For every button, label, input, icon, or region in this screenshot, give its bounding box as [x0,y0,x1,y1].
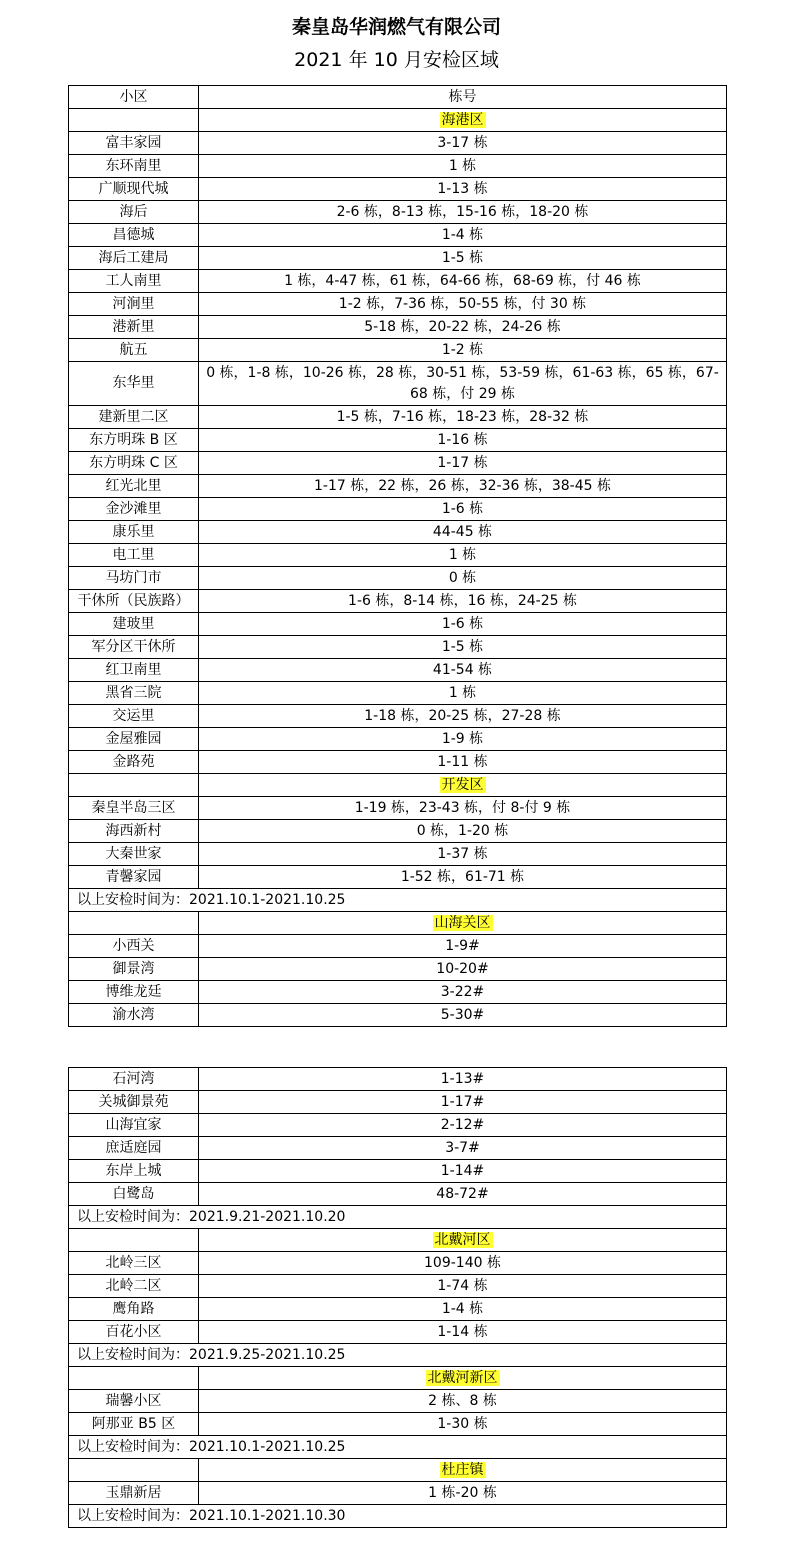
building-numbers-cell: 3-22# [199,981,727,1004]
district-name-highlight: 北戴河区 [434,1231,491,1248]
community-name-cell: 青馨家园 [69,866,199,889]
community-name-cell: 御景湾 [69,958,199,981]
section-cell [199,912,727,935]
community-name-cell: 大秦世家 [69,843,199,866]
community-name-cell: 红卫南里 [69,659,199,682]
table-row [69,567,727,590]
table-row [69,1275,727,1298]
building-numbers-cell: 5-30# [199,1004,727,1027]
building-numbers-cell: 1-6 栋 [199,498,727,521]
section-cell [199,109,727,132]
table-row [69,316,727,339]
building-numbers-cell: 1-2 栋 [199,339,727,362]
inspection-period-note: 以上安检时间为：2021.10.1-2021.10.30 [69,1505,727,1528]
inspection-period-note-row [69,1344,727,1367]
district-name-highlight: 海港区 [441,111,484,128]
community-name-cell: 关城御景苑 [69,1091,199,1114]
building-numbers-cell: 1 栋，4-47 栋，61 栋，64-66 栋，68-69 栋，付 46 栋 [199,270,727,293]
community-name-cell: 东华里 [69,362,199,406]
community-name-cell: 山海宜家 [69,1114,199,1137]
community-name-cell: 金路苑 [69,751,199,774]
inspection-table-page-1 [68,85,727,1027]
table-row [69,751,727,774]
community-name-cell: 阿那亚 B5 区 [69,1413,199,1436]
table-row [69,132,727,155]
table-row [69,935,727,958]
community-name-cell: 瑞馨小区 [69,1390,199,1413]
community-name-cell: 白鹭岛 [69,1183,199,1206]
community-name-cell: 庶适庭园 [69,1137,199,1160]
table-row [69,224,727,247]
community-name-cell: 北岭三区 [69,1252,199,1275]
table-row [69,1482,727,1505]
community-name-cell: 干休所（民族路） [69,590,199,613]
building-numbers-cell: 1-2 栋，7-36 栋，50-55 栋，付 30 栋 [199,293,727,316]
district-section-row [69,1367,727,1390]
section-empty-cell [69,912,199,935]
building-numbers-cell: 1 栋 [199,544,727,567]
district-name-highlight: 山海关区 [434,914,491,931]
table-row [69,201,727,224]
community-name-cell: 康乐里 [69,521,199,544]
document-title: 秦皇岛华润燃气有限公司 [291,16,501,38]
community-name-cell: 海后 [69,201,199,224]
community-name-cell: 海西新村 [69,820,199,843]
community-name-cell: 黑省三院 [69,682,199,705]
inspection-table-page-2 [68,1067,727,1528]
community-name-cell: 昌德城 [69,224,199,247]
table-row [69,1091,727,1114]
building-numbers-cell: 0 栋，1-20 栋 [199,820,727,843]
community-name-cell: 北岭二区 [69,1275,199,1298]
table-row [69,1183,727,1206]
community-name-cell: 建玻里 [69,613,199,636]
community-name-cell: 航五 [69,339,199,362]
table-row [69,1390,727,1413]
header-building-numbers: 栋号 [199,86,727,109]
building-numbers-cell: 1-17# [199,1091,727,1114]
building-numbers-cell: 1-5 栋 [199,636,727,659]
header-community: 小区 [69,86,199,109]
building-numbers-cell: 1-52 栋，61-71 栋 [199,866,727,889]
inspection-period-note-row [69,1505,727,1528]
inspection-period-note: 以上安检时间为：2021.10.1-2021.10.25 [69,889,727,912]
table-row [69,1004,727,1027]
table-row [69,1068,727,1091]
table-row [69,705,727,728]
building-numbers-cell: 1 栋 [199,682,727,705]
building-numbers-cell: 1-30 栋 [199,1413,727,1436]
table-row [69,659,727,682]
community-name-cell: 马坊门市 [69,567,199,590]
community-name-cell: 百花小区 [69,1321,199,1344]
building-numbers-cell: 109-140 栋 [199,1252,727,1275]
building-numbers-cell: 1 栋-20 栋 [199,1482,727,1505]
building-numbers-cell: 2-12# [199,1114,727,1137]
building-numbers-cell: 1-16 栋 [199,429,727,452]
building-numbers-cell: 1-5 栋，7-16 栋，18-23 栋，28-32 栋 [199,406,727,429]
table-row [69,613,727,636]
community-name-cell: 石河湾 [69,1068,199,1091]
building-numbers-cell: 1-14 栋 [199,1321,727,1344]
building-numbers-cell: 1-9# [199,935,727,958]
table-row [69,429,727,452]
document-subtitle: 2021 年 10 月安检区域 [294,49,499,71]
table-row [69,498,727,521]
district-section-row [69,109,727,132]
table-row [69,293,727,316]
community-name-cell: 东方明珠 C 区 [69,452,199,475]
table-row [69,590,727,613]
community-name-cell: 海后工建局 [69,247,199,270]
district-section-row [69,774,727,797]
section-empty-cell [69,1367,199,1390]
community-name-cell: 渝水湾 [69,1004,199,1027]
table-row [69,475,727,498]
building-numbers-cell: 1 栋 [199,155,727,178]
section-empty-cell [69,1229,199,1252]
table-row [69,1160,727,1183]
building-numbers-cell: 1-4 栋 [199,224,727,247]
table-row [69,866,727,889]
district-section-row [69,1229,727,1252]
community-name-cell: 东环南里 [69,155,199,178]
community-name-cell: 交运里 [69,705,199,728]
table-row [69,682,727,705]
building-numbers-cell: 1-74 栋 [199,1275,727,1298]
table-row [69,1114,727,1137]
table-row [69,544,727,567]
community-name-cell: 东方明珠 B 区 [69,429,199,452]
community-name-cell: 军分区干休所 [69,636,199,659]
section-cell [199,1229,727,1252]
table-row [69,1252,727,1275]
building-numbers-cell: 41-54 栋 [199,659,727,682]
inspection-period-note: 以上安检时间为：2021.9.25-2021.10.25 [69,1344,727,1367]
community-name-cell: 工人南里 [69,270,199,293]
building-numbers-cell: 1-6 栋 [199,613,727,636]
section-empty-cell [69,109,199,132]
community-name-cell: 建新里二区 [69,406,199,429]
community-name-cell: 博维龙廷 [69,981,199,1004]
building-numbers-cell: 1-13 栋 [199,178,727,201]
table-row [69,339,727,362]
inspection-period-note-row [69,1436,727,1459]
building-numbers-cell: 1-18 栋，20-25 栋，27-28 栋 [199,705,727,728]
building-numbers-cell: 2-6 栋，8-13 栋，15-16 栋，18-20 栋 [199,201,727,224]
table-row [69,958,727,981]
table-row [69,728,727,751]
building-numbers-cell: 44-45 栋 [199,521,727,544]
inspection-period-note: 以上安检时间为：2021.9.21-2021.10.20 [69,1206,727,1229]
table-row [69,1413,727,1436]
building-numbers-cell: 10-20# [199,958,727,981]
table-row [69,981,727,1004]
community-name-cell: 玉鼎新居 [69,1482,199,1505]
community-name-cell: 河涧里 [69,293,199,316]
section-empty-cell [69,1459,199,1482]
table-row [69,1298,727,1321]
table-row [69,406,727,429]
community-name-cell: 港新里 [69,316,199,339]
building-numbers-cell: 5-18 栋，20-22 栋，24-26 栋 [199,316,727,339]
district-name-highlight: 开发区 [441,776,484,793]
section-empty-cell [69,774,199,797]
table-row [69,452,727,475]
building-numbers-cell: 1-4 栋 [199,1298,727,1321]
community-name-cell: 金屋雅园 [69,728,199,751]
inspection-period-note: 以上安检时间为：2021.10.1-2021.10.25 [69,1436,727,1459]
table-row [69,155,727,178]
section-cell [199,774,727,797]
table-row [69,636,727,659]
community-name-cell: 电工里 [69,544,199,567]
table-row [69,362,727,406]
building-numbers-cell: 1-17 栋 [199,452,727,475]
building-numbers-cell: 1-9 栋 [199,728,727,751]
building-numbers-cell: 1-11 栋 [199,751,727,774]
table-row [69,178,727,201]
community-name-cell: 红光北里 [69,475,199,498]
building-numbers-cell: 1-17 栋，22 栋，26 栋，32-36 栋，38-45 栋 [199,475,727,498]
building-numbers-cell: 1-5 栋 [199,247,727,270]
community-name-cell: 金沙滩里 [69,498,199,521]
building-numbers-cell: 0 栋，1-8 栋，10-26 栋，28 栋，30-51 栋，53-59 栋，61-63 栋，65 栋，67-68 栋，付 29 栋 [199,362,727,406]
building-numbers-cell: 1-6 栋，8-14 栋，16 栋，24-25 栋 [199,590,727,613]
community-name-cell: 富丰家园 [69,132,199,155]
building-numbers-cell: 3-7# [199,1137,727,1160]
inspection-period-note-row [69,1206,727,1229]
building-numbers-cell: 48-72# [199,1183,727,1206]
table-row [69,1137,727,1160]
community-name-cell: 广顺现代城 [69,178,199,201]
district-name-highlight: 杜庄镇 [441,1461,484,1478]
community-name-cell: 东岸上城 [69,1160,199,1183]
table-header-row [69,86,727,109]
inspection-period-note-row [69,889,727,912]
building-numbers-cell: 2 栋、8 栋 [199,1390,727,1413]
table-row [69,247,727,270]
building-numbers-cell: 1-37 栋 [199,843,727,866]
building-numbers-cell: 0 栋 [199,567,727,590]
district-section-row [69,1459,727,1482]
building-numbers-cell: 1-14# [199,1160,727,1183]
section-cell [199,1367,727,1390]
community-name-cell: 小西关 [69,935,199,958]
table-row [69,521,727,544]
community-name-cell: 鹰角路 [69,1298,199,1321]
inspection-table-body-1 [69,86,727,1027]
table-row [69,820,727,843]
inspection-table-body-2 [69,1068,727,1528]
table-row [69,1321,727,1344]
district-name-highlight: 北戴河新区 [427,1369,498,1386]
community-name-cell: 秦皇半岛三区 [69,797,199,820]
section-cell [199,1459,727,1482]
building-numbers-cell: 3-17 栋 [199,132,727,155]
building-numbers-cell: 1-19 栋，23-43 栋，付 8-付 9 栋 [199,797,727,820]
district-section-row [69,912,727,935]
table-row [69,843,727,866]
building-numbers-cell: 1-13# [199,1068,727,1091]
table-row [69,270,727,293]
table-row [69,797,727,820]
